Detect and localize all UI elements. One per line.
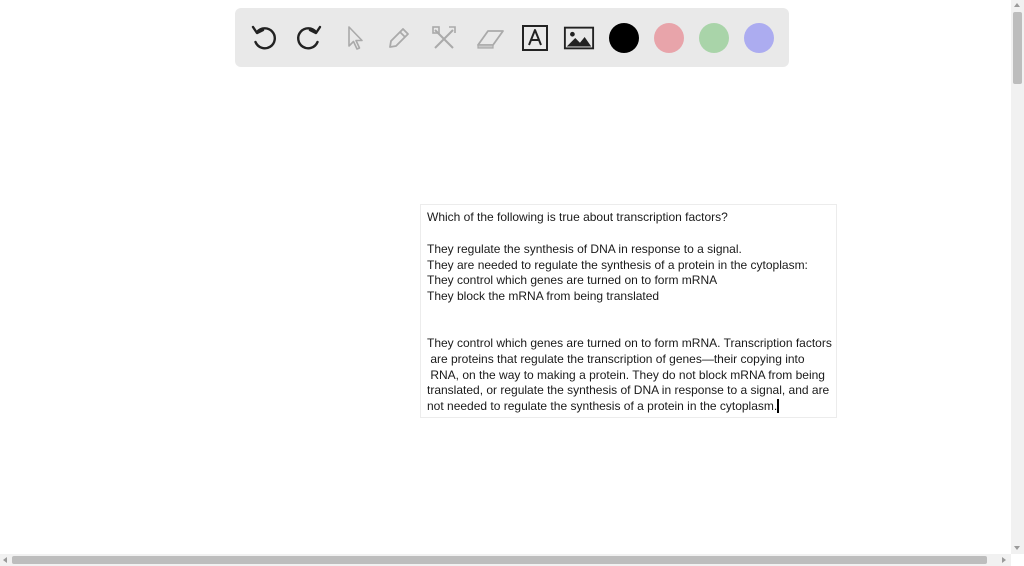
image-icon xyxy=(563,23,595,53)
redo-button[interactable] xyxy=(293,22,325,54)
scroll-right-arrow-icon[interactable] xyxy=(1002,557,1006,563)
eraser-icon xyxy=(474,23,506,53)
color-swatch-black[interactable] xyxy=(609,23,639,53)
scroll-down-arrow-icon[interactable] xyxy=(1014,546,1020,550)
answer-line: RNA, on the way to making a protein. They do not block mRNA from being xyxy=(427,368,825,382)
eraser-tool-button[interactable] xyxy=(474,22,506,54)
pencil-tool-button[interactable] xyxy=(383,22,415,54)
horizontal-scrollbar[interactable] xyxy=(0,554,1011,566)
answer-line: are proteins that regulate the transcription of genes—their copying into xyxy=(427,352,805,366)
option-line: They block the mRNA from being translated xyxy=(427,289,660,303)
option-line: They regulate the synthesis of DNA in response to a signal. xyxy=(427,242,742,256)
text-tool-button[interactable] xyxy=(519,22,551,54)
color-swatch-lavender[interactable] xyxy=(744,23,774,53)
image-tool-button[interactable] xyxy=(563,22,595,54)
tools-icon xyxy=(429,23,459,53)
scroll-left-arrow-icon[interactable] xyxy=(3,557,7,563)
text-box-icon xyxy=(520,23,550,53)
answer-line: not needed to regulate the synthesis of a protein in the cytoplasm. xyxy=(427,399,778,413)
undo-button[interactable] xyxy=(248,22,280,54)
vertical-scrollbar[interactable] xyxy=(1011,0,1024,554)
question-line: Which of the following is true about transcription factors? xyxy=(427,210,728,224)
undo-icon xyxy=(249,23,279,53)
text-box[interactable] xyxy=(420,204,837,418)
tools-button[interactable] xyxy=(428,22,460,54)
horizontal-scroll-thumb[interactable] xyxy=(12,556,987,564)
answer-line: They control which genes are turned on to form mRNA. Transcription factors xyxy=(427,336,832,350)
color-swatch-green[interactable] xyxy=(699,23,729,53)
vertical-scroll-thumb[interactable] xyxy=(1013,12,1022,84)
option-line: They are needed to regulate the synthesis of a protein in the cytoplasm: xyxy=(427,258,808,272)
select-tool-button[interactable] xyxy=(339,22,371,54)
answer-line: translated, or regulate the synthesis of DNA in response to a signal, and are xyxy=(427,383,830,397)
color-swatch-pink[interactable] xyxy=(654,23,684,53)
drawing-toolbar xyxy=(235,8,789,67)
redo-icon xyxy=(294,23,324,53)
option-line: They control which genes are turned on to form mRNA xyxy=(427,273,718,287)
text-cursor xyxy=(777,399,779,413)
pencil-icon xyxy=(384,23,414,53)
select-pointer-icon xyxy=(340,23,370,53)
scroll-up-arrow-icon[interactable] xyxy=(1014,3,1020,7)
